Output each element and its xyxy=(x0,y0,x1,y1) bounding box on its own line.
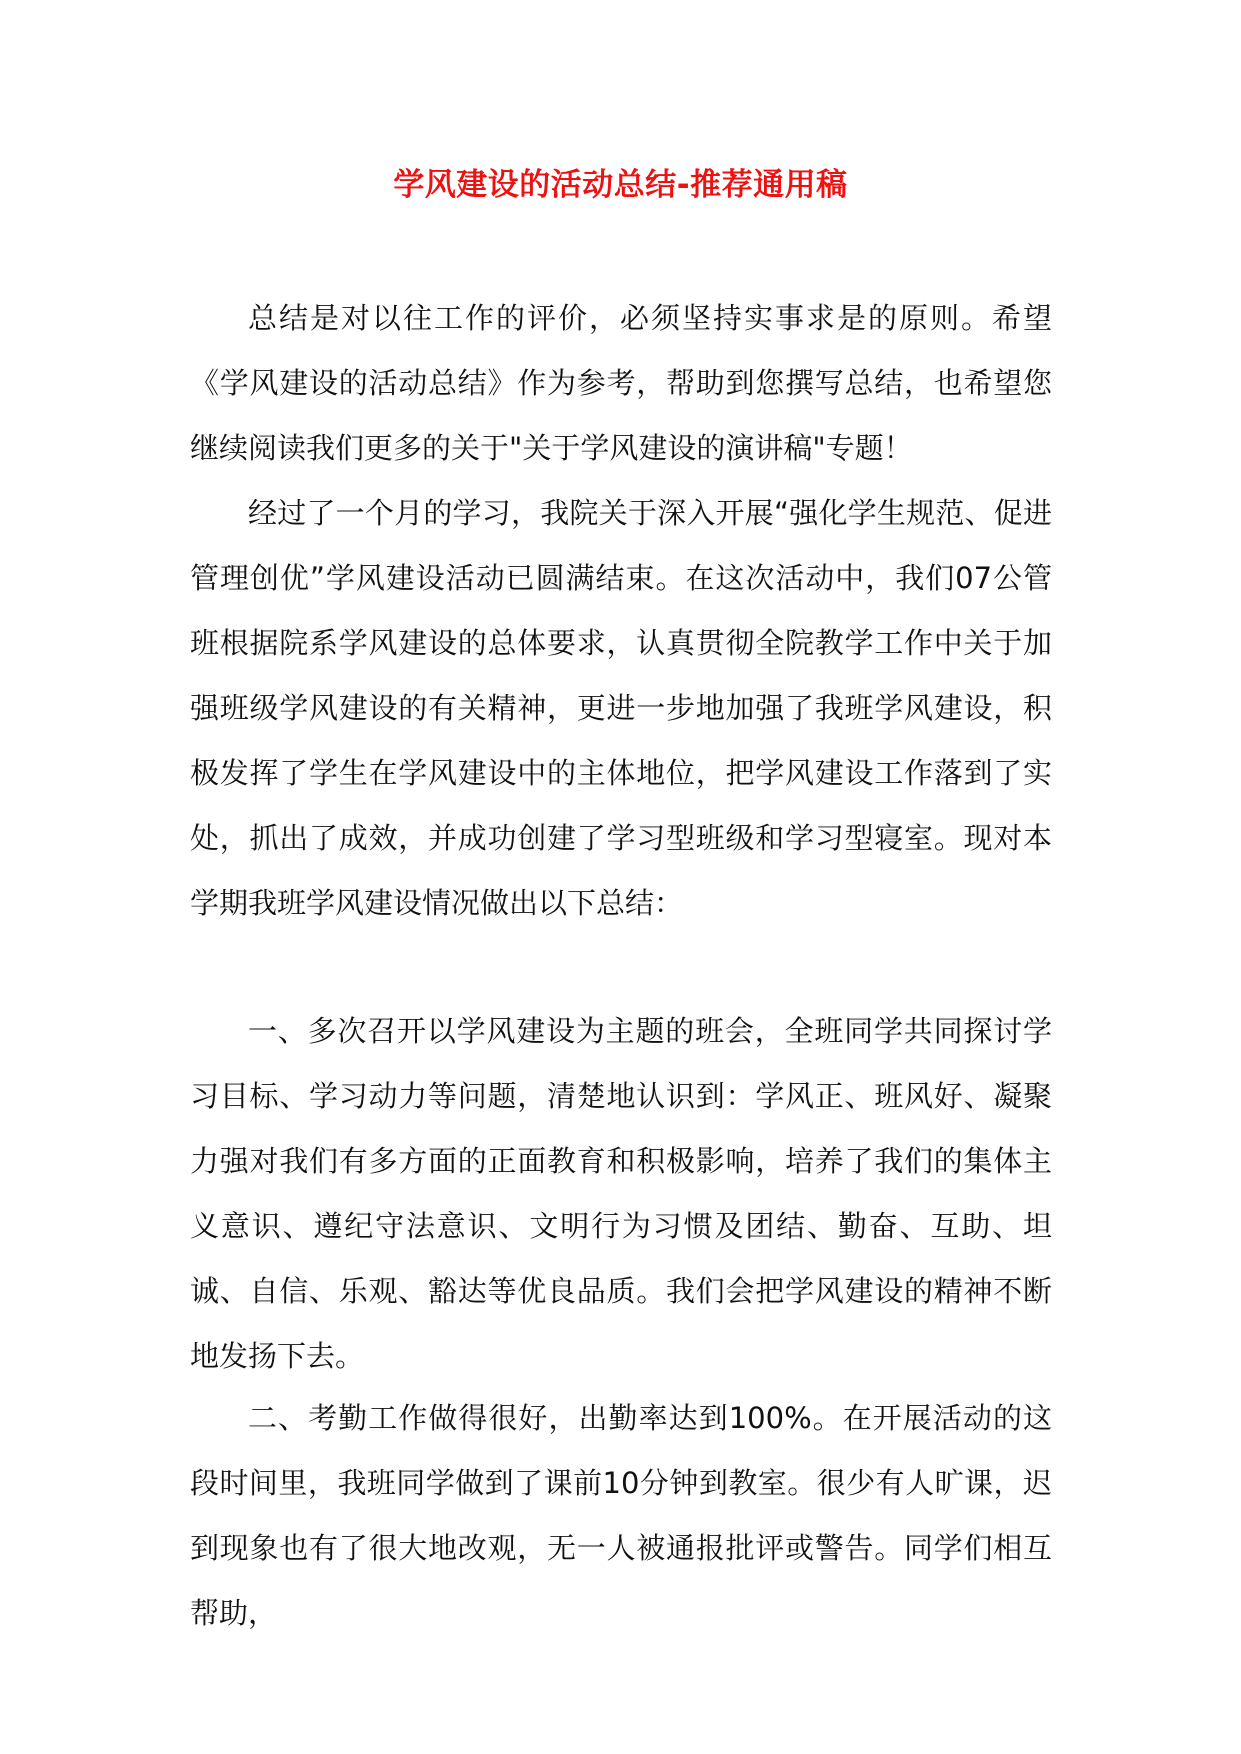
document-title: 学风建设的活动总结-推荐通用稿 xyxy=(393,167,848,203)
paragraph-background: 经过了一个月的学习，我院关于深入开展“强化学生规范、促进管理创优”学风建设活动已圆满结束。在这次活动中，我们07公管班根据院系学风建设的总体要求，认真贯彻全院教学工作中关于加强班级学风建设的有关精神，更进一步地加强了我班学风建设，积极发挥了学生在学风建设中的主体地位，把学风建设工作落到了实处，抓出了成效，并成功创建了学习型班级和学习型寝室。现对本学期我班学风建设情况做出以下总结： xyxy=(190,496,1052,920)
paragraph-point-two: 二、考勤工作做得很好，出勤率达到100%。在开展活动的这段时间里，我班同学做到了课前10分钟到教室。很少有人旷课，迟到现象也有了很大地改观，无一人被通报批评或警告。同学们相互帮助， xyxy=(190,1401,1052,1630)
paragraph-point-one: 一、多次召开以学风建设为主题的班会，全班同学共同探讨学习目标、学习动力等问题，清楚地认识到：学风正、班风好、凝聚力强对我们有多方面的正面教育和积极影响，培养了我们的集体主义意识、遵纪守法意识、文明行为习惯及团结、勤奋、互助、坦诚、自信、乐观、豁达等优良品质。我们会把学风建设的精神不断地发扬下去。 xyxy=(190,1014,1052,1373)
paragraph-intro: 总结是对以往工作的评价，必须坚持实事求是的原则。希望《学风建设的活动总结》作为参考，帮助到您撰写总结，也希望您继续阅读我们更多的关于"关于学风建设的演讲稿"专题！ xyxy=(190,301,1052,465)
